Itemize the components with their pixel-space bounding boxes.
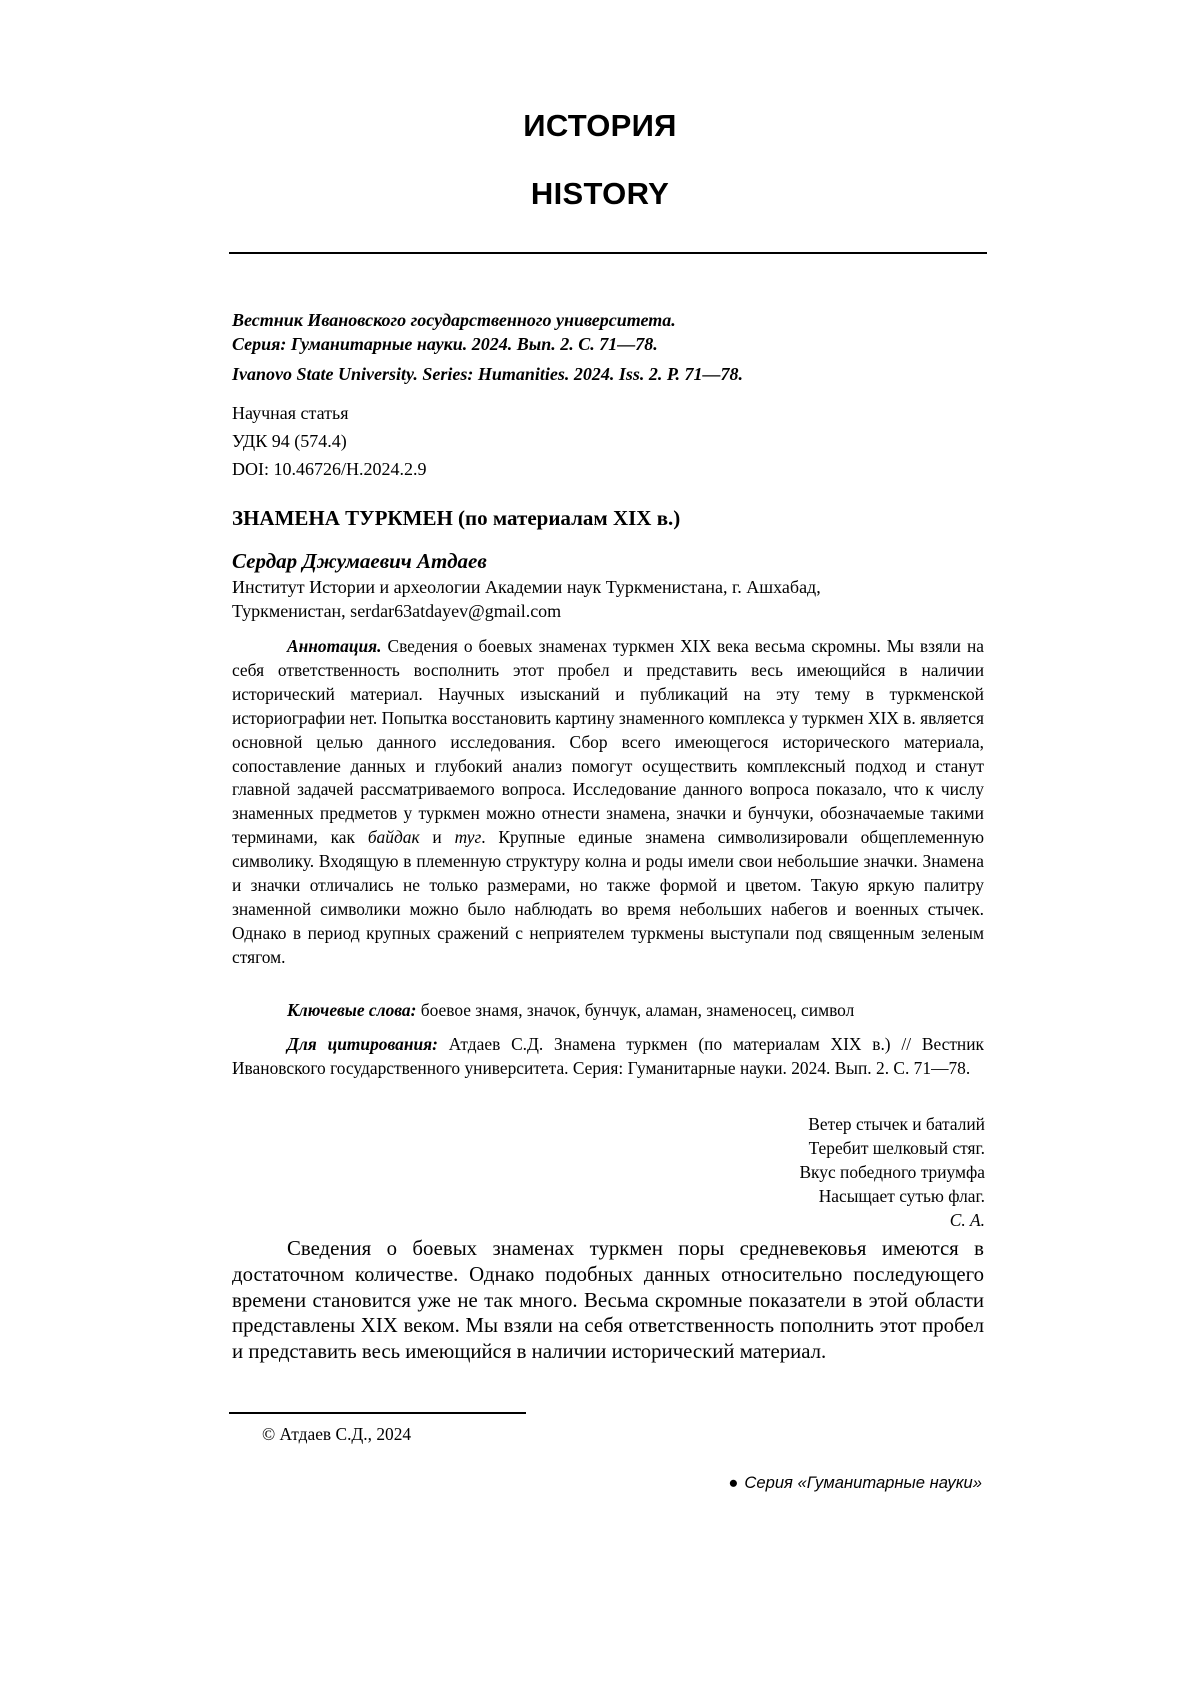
series-footer: [728, 1473, 982, 1493]
citation-text: Атдаев С.Д. Знамена туркмен (по материалам XIX в.) // Вестник Ивановского государственного университета. Серия: Гуманитарные науки. 2024. Вып. 2. С. 71—78.: [232, 1034, 984, 1078]
header-divider: [229, 252, 987, 254]
abstract-term-tug: туг: [455, 827, 482, 847]
epigraph-line: Теребит шелковый стяг.: [799, 1136, 985, 1160]
author-affiliation: [232, 575, 984, 623]
abstract: [232, 635, 984, 970]
section-heading-en: HISTORY: [0, 176, 1200, 212]
journal-citation-en: Ivanovo State University. Series: Humanities. 2024. Iss. 2. P. 71—78.: [232, 362, 984, 386]
journal-line-1: Вестник Ивановского государственного университета.: [232, 308, 984, 332]
epigraph-line: Насыщает сутью флаг.: [799, 1184, 985, 1208]
abstract-and: и: [420, 827, 455, 847]
journal-line-2: Серия: Гуманитарные науки. 2024. Вып. 2. С. 71—78.: [232, 332, 984, 356]
article-meta: [232, 399, 984, 483]
footnote-divider: [229, 1412, 526, 1414]
epigraph: [799, 1112, 985, 1232]
udc-code: УДК 94 (574.4): [232, 427, 984, 455]
article-title: ЗНАМЕНА ТУРКМЕН (по материалам XIX в.): [232, 506, 984, 531]
author-name: Сердар Джумаевич Атдаев: [232, 549, 984, 574]
journal-citation-ru: [232, 308, 984, 356]
abstract-label: Аннотация.: [287, 636, 381, 656]
citation-label: Для цитирования:: [287, 1034, 438, 1054]
affiliation-line-2: Туркменистан, serdar63atdayev@gmail.com: [232, 599, 984, 623]
keywords-label: Ключевые слова:: [287, 1000, 416, 1020]
epigraph-line: Вкус победного триумфа: [799, 1160, 985, 1184]
copyright-notice: © Атдаев С.Д., 2024: [262, 1424, 411, 1445]
keywords-text: боевое знамя, значок, бунчук, аламан, знаменосец, символ: [416, 1000, 854, 1020]
bullet-icon: ●: [728, 1473, 738, 1492]
how-to-cite: [232, 1032, 984, 1080]
journal-page: [0, 0, 1200, 1697]
abstract-term-baidak: байдак: [368, 827, 420, 847]
epigraph-signature: С. А.: [799, 1208, 985, 1232]
article-type: Научная статья: [232, 399, 984, 427]
affiliation-line-1: Институт Истории и археологии Академии наук Туркменистана, г. Ашхабад,: [232, 575, 984, 599]
series-name: Серия «Гуманитарные науки»: [744, 1473, 982, 1492]
section-heading-ru: ИСТОРИЯ: [0, 108, 1200, 144]
abstract-text-1: Сведения о боевых знаменах туркмен XIX века весьма скромны. Мы взяли на себя ответственность восполнить этот пробел и представить весь имеющийся в наличии исторический материал. Научных изысканий и публикаций на эту тему в туркменской историографии нет. Попытка восстановить картину знаменного комплекса у туркмен XIX в. является основной целью данного исследования. Сбор всего имеющегося исторического материала, сопоставление данных и глубокий анализ помогут осуществить комплексный подход и станут главной задачей рассматриваемого вопроса. Исследование данного вопроса показало, что к числу знаменных предметов у туркмен можно отнести знамена, значки и бунчуки, обозначаемые такими терминами, как: [232, 636, 984, 847]
doi: DOI: 10.46726/H.2024.2.9: [232, 455, 984, 483]
abstract-text-2: . Крупные единые знамена символизировали общеплеменную символику. Входящую в племенную структуру колна и роды имели свои небольшие значки. Знамена и значки отличались не только размерами, но также формой и цветом. Такую яркую палитру знаменной символики можно было наблюдать во время небольших набегов и военных стычек. Однако в период крупных сражений с неприятелем туркмены выступали под священным зеленым стягом.: [232, 827, 984, 967]
body-paragraph: Сведения о боевых знаменах туркмен поры средневековья имеются в достаточном количестве. Однако подобных данных относительно последующего времени становится уже не так много. Весьма скромные показатели в этой области представлены XIX веком. Мы взяли на себя ответственность пополнить этот пробел и представить весь имеющийся в наличии исторический материал.: [232, 1236, 984, 1365]
keywords: [232, 1000, 984, 1021]
epigraph-line: Ветер стычек и баталий: [799, 1112, 985, 1136]
